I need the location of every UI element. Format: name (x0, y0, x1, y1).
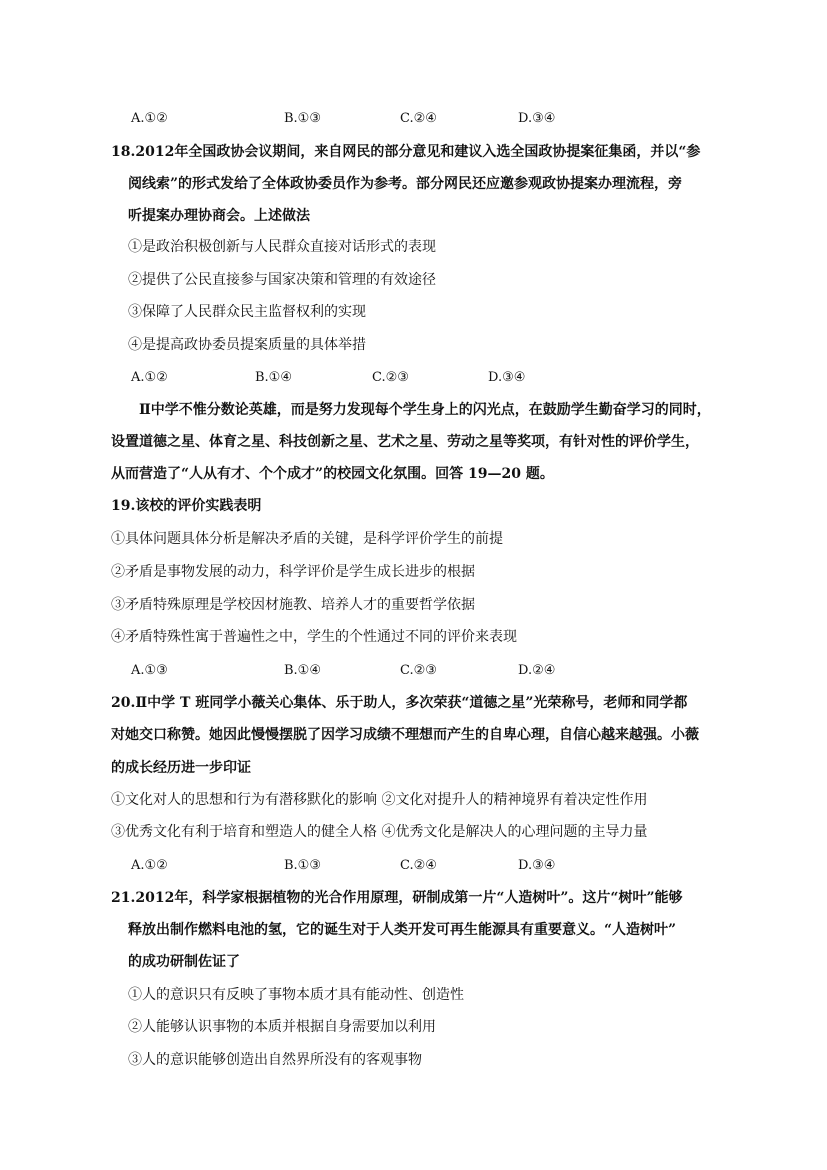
q17-option-c[interactable]: C.②④ (400, 111, 437, 126)
q21-statement-2: ②人能够认识事物的本质并根据自身需要加以利用 (128, 1019, 436, 1035)
q17-option-a[interactable]: A.①② (131, 111, 168, 126)
q19-statement-3: ③矛盾特殊原理是学校因材施教、培养人才的重要哲学依据 (111, 597, 475, 613)
q19-option-c[interactable]: C.②③ (400, 663, 437, 678)
material-line-2: 设置道德之星、体育之星、科技创新之星、艺术之星、劳动之星等奖项，有针对性的评价学生， (111, 434, 699, 450)
q19-options (0, 663, 827, 681)
q20-stem-line-3: 的成长经历进一步印证 (111, 760, 251, 776)
q20-stem-line-1: 20.Ⅱ中学 T 班同学小薇关心集体、乐于助人，多次荣获“道德之星”光荣称号，老师和同学都 (111, 695, 688, 711)
q21-stem-line-3: 的成功研制佐证了 (128, 954, 240, 970)
q19-option-b[interactable]: B.①④ (284, 663, 321, 678)
q19-stem: 19.该校的评价实践表明 (111, 498, 262, 514)
q18-statement-3: ③保障了人民群众民主监督权利的实现 (128, 304, 366, 320)
q17-options (0, 111, 827, 129)
q21-statement-1: ①人的意识只有反映了事物本质才具有能动性、创造性 (128, 987, 464, 1003)
q19-statement-1: ①具体问题具体分析是解决矛盾的关键，是科学评价学生的前提 (111, 531, 503, 547)
q19-statement-4: ④矛盾特殊性寓于普遍性之中，学生的个性通过不同的评价来表现 (111, 629, 517, 645)
q21-stem-line-1: 21.2012年，科学家根据植物的光合作用原理，研制成第一片“人造树叶”。这片“树叶”能够 (111, 890, 683, 906)
q20-statement-row-2: ③优秀文化有利于培育和塑造人的健全人格 ④优秀文化是解决人的心理问题的主导力量 (111, 824, 648, 840)
q20-options (0, 858, 827, 876)
q18-statement-4: ④是提高政协委员提案质量的具体举措 (128, 337, 366, 353)
material-line-1: Ⅱ中学不惟分数论英雄，而是努力发现每个学生身上的闪光点，在鼓励学生勤奋学习的同时， (139, 402, 711, 418)
q20-option-b[interactable]: B.①③ (284, 858, 321, 873)
q17-option-b[interactable]: B.①③ (284, 111, 321, 126)
q19-statement-2: ②矛盾是事物发展的动力，科学评价是学生成长进步的根据 (111, 564, 475, 580)
q18-option-d[interactable]: D.③④ (488, 370, 526, 385)
q20-option-c[interactable]: C.②④ (400, 858, 437, 873)
q18-option-c[interactable]: C.②③ (372, 370, 409, 385)
q18-stem-line-1: 18.2012年全国政协会议期间，来自网民的部分意见和建议入选全国政协提案征集函，并以“参 (111, 144, 701, 160)
q18-option-b[interactable]: B.①④ (255, 370, 292, 385)
q19-option-d[interactable]: D.②④ (518, 663, 556, 678)
q17-option-d[interactable]: D.③④ (518, 111, 556, 126)
q19-option-a[interactable]: A.①③ (131, 663, 168, 678)
material-line-3: 从而营造了“人从有才、个个成才”的校园文化氛围。回答 19—20 题。 (111, 466, 554, 482)
q20-option-d[interactable]: D.③④ (518, 858, 556, 873)
q18-option-a[interactable]: A.①② (131, 370, 168, 385)
q18-stem-line-3: 听提案办理协商会。上述做法 (128, 208, 310, 224)
q18-statement-1: ①是政治积极创新与人民群众直接对话形式的表现 (128, 239, 436, 255)
q18-stem-line-2: 阅线索”的形式发给了全体政协委员作为参考。部分网民还应邀参观政协提案办理流程，旁 (128, 176, 683, 192)
q20-stem-line-2: 对她交口称赞。她因此慢慢摆脱了因学习成绩不理想而产生的自卑心理，自信心越来越强。小薇 (111, 727, 699, 743)
q21-statement-3: ③人的意识能够创造出自然界所没有的客观事物 (128, 1052, 422, 1068)
q20-statement-row-1: ①文化对人的思想和行为有潜移默化的影响 ②文化对提升人的精神境界有着决定性作用 (111, 792, 648, 808)
q18-options (0, 370, 827, 388)
q21-stem-line-2: 释放出制作燃料电池的氢，它的诞生对于人类开发可再生能源具有重要意义。“人造树叶” (128, 922, 677, 938)
q18-statement-2: ②提供了公民直接参与国家决策和管理的有效途径 (128, 272, 436, 288)
q20-option-a[interactable]: A.①② (131, 858, 168, 873)
